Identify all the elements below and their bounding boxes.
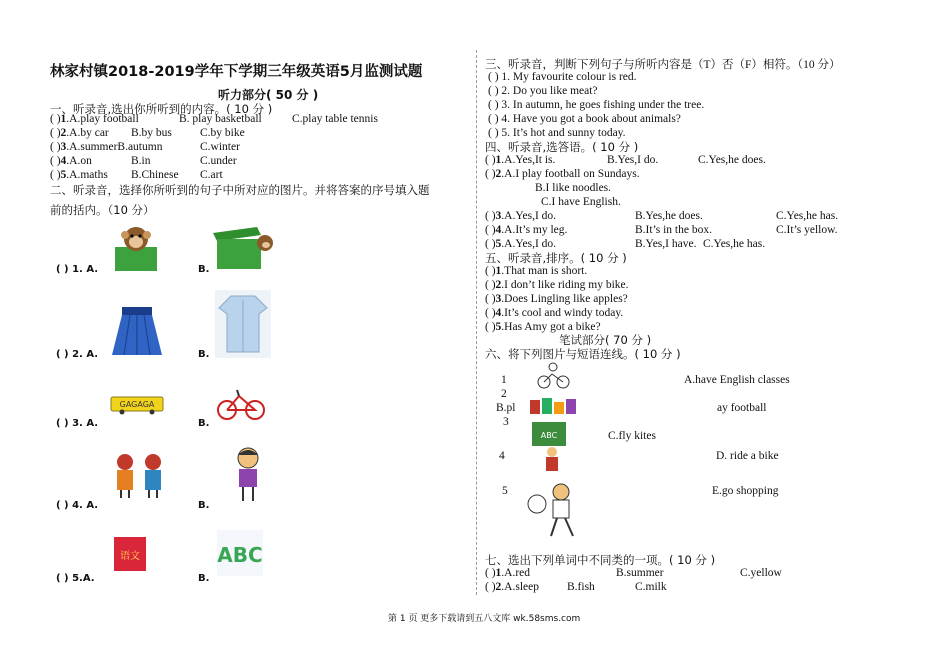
listening-header: 听力部分( 50 分 ): [218, 88, 319, 102]
english-class-image: [530, 420, 570, 474]
list-item: ( )4.A.on B.in C.under: [50, 155, 237, 167]
list-item: ( )1.That man is short.: [485, 265, 588, 277]
bus-image: [110, 395, 164, 415]
list-item: ( )5.Has Amy got a bike?: [485, 321, 601, 333]
svg-text:ABC: ABC: [540, 431, 558, 440]
sec6-b-left: B.pl: [496, 402, 516, 414]
list-item: ( ) 2. Do you like meat?: [488, 85, 598, 97]
list-item: ( ) 5. It’s hot and sunny today.: [488, 127, 626, 139]
sec2-row1-label-b: B.: [198, 264, 210, 275]
list-item: ( )1.A.Yes,It is. B.Yes,I do. C.Yes,he does.: [485, 154, 766, 166]
bike-rider-image: [535, 362, 571, 390]
sec2-heading-line2: 前的括内。（10 分）: [50, 203, 155, 217]
sec2-row3-label-a: ( ) 3. A.: [56, 418, 99, 429]
sec5-heading: 五、听录音,排序。( 10 分 ): [485, 251, 627, 265]
two-children-image: [105, 450, 173, 500]
sec2-row2-label-b: B.: [198, 349, 210, 360]
list-item: ( )2.A.by car B.by bus C.by bike: [50, 127, 245, 139]
sec2-row4-label-b: B.: [198, 500, 210, 511]
chinese-book-image: [112, 535, 148, 573]
list-item: ( )2.A.sleep B.fish C.milk: [485, 581, 667, 593]
column-divider: [476, 50, 477, 595]
sec3-heading: 三、听录音，判断下列句子与所听内容是（T）否（F）相符。（10 分）: [485, 59, 841, 71]
list-item: ( )2.A.I play football on Sundays.: [485, 168, 640, 180]
sec6-num-5: 5: [502, 485, 508, 497]
monkey-in-box-image: [113, 221, 159, 273]
written-header: 笔试部分( 70 分 ): [559, 333, 652, 347]
sec7-heading: 七、选出下列单词中不同类的一项。( 10 分 ): [485, 553, 716, 567]
sec2-row5-label-a: ( ) 5.A.: [56, 573, 95, 584]
list-item: ( )3.A.Yes,I do. B.Yes,he does. C.Yes,he has.: [485, 210, 839, 222]
sec6-num-3: 3: [503, 416, 509, 428]
list-item: ( )4.A.It’s my leg. B.It’s in the box. C.It’s yellow.: [485, 224, 838, 236]
list-item: ( )1.A.play football B. play basketball C.play table tennis: [50, 113, 378, 125]
sec2-row2-label-a: ( ) 2. A.: [56, 349, 99, 360]
sec6-phrase-a: A.have English classes: [684, 374, 790, 386]
sec6-num-2: 2: [501, 388, 507, 400]
skirt-image: [110, 305, 164, 357]
list-item: ( ) 3. In autumn, he goes fishing under the tree.: [488, 99, 705, 111]
list-item: ( ) 4. Have you got a book about animals?: [488, 113, 681, 125]
shopping-image: [528, 396, 580, 416]
sec6-num-4: 4: [499, 450, 505, 462]
sec1-heading: 一、听录音,选出你所听到的内容。( 10 分 ): [50, 102, 273, 116]
bike-image: [215, 382, 267, 422]
sec6-phrase-d: D. ride a bike: [716, 450, 779, 462]
list-item: ( )5.A.Yes,I do. B.Yes,I have. C.Yes,he has.: [485, 238, 766, 250]
list-item: ( )3.Does Lingling like apples?: [485, 293, 628, 305]
list-item: ( )5.A.maths B.Chinese C.art: [50, 169, 223, 181]
sec2-row4-label-a: ( ) 4. A.: [56, 500, 99, 511]
list-item: ( )1.A.red B.summer C.yellow: [485, 567, 782, 579]
sec2-heading-line1: 二、听录音，选择你所听到的句子中所对应的图片。并将答案的序号填入题: [50, 183, 430, 197]
football-player-image: [525, 478, 589, 540]
list-item-continuation: C.I have English.: [541, 196, 621, 208]
list-item: ( )2.I don’t like riding my bike.: [485, 279, 629, 291]
sec6-phrase-c: C.fly kites: [608, 430, 656, 442]
sec6-heading: 六、将下列图片与短语连线。( 10 分 ): [485, 347, 681, 361]
bus-sign-text: GAGAGA: [119, 400, 155, 409]
sec6-phrase-e: E.go shopping: [712, 485, 779, 497]
sec2-row5-label-b: B.: [198, 573, 210, 584]
girl-image: [225, 445, 271, 503]
sec2-row3-label-b: B.: [198, 418, 210, 429]
sec6-num-1: 1: [501, 374, 507, 386]
book-title-text: 语文: [120, 551, 140, 562]
page-title: 林家村镇2018-2019学年下学期三年级英语5月监测试题: [50, 64, 423, 80]
list-item: ( )3.A.summerB.autumn C.winter: [50, 141, 240, 153]
sec4-heading: 四、听录音,选答语。( 10 分 ): [485, 140, 639, 154]
abc-letters-image: [217, 530, 263, 576]
sec6-phrase-b: ay football: [717, 402, 767, 414]
sec2-row1-label-a: ( ) 1. A.: [56, 264, 99, 275]
monkey-behind-box-image: [211, 223, 275, 271]
list-item: ( ) 1. My favourite colour is red.: [488, 71, 637, 83]
shirt-image: [215, 290, 271, 358]
list-item-continuation: B.I like noodles.: [535, 182, 612, 194]
abc-text: ABC: [217, 543, 263, 567]
list-item: ( )4.It’s cool and windy today.: [485, 307, 624, 319]
page-footer: 第 1 页 更多下载请到五八文库 wk.58sms.com: [388, 614, 581, 624]
